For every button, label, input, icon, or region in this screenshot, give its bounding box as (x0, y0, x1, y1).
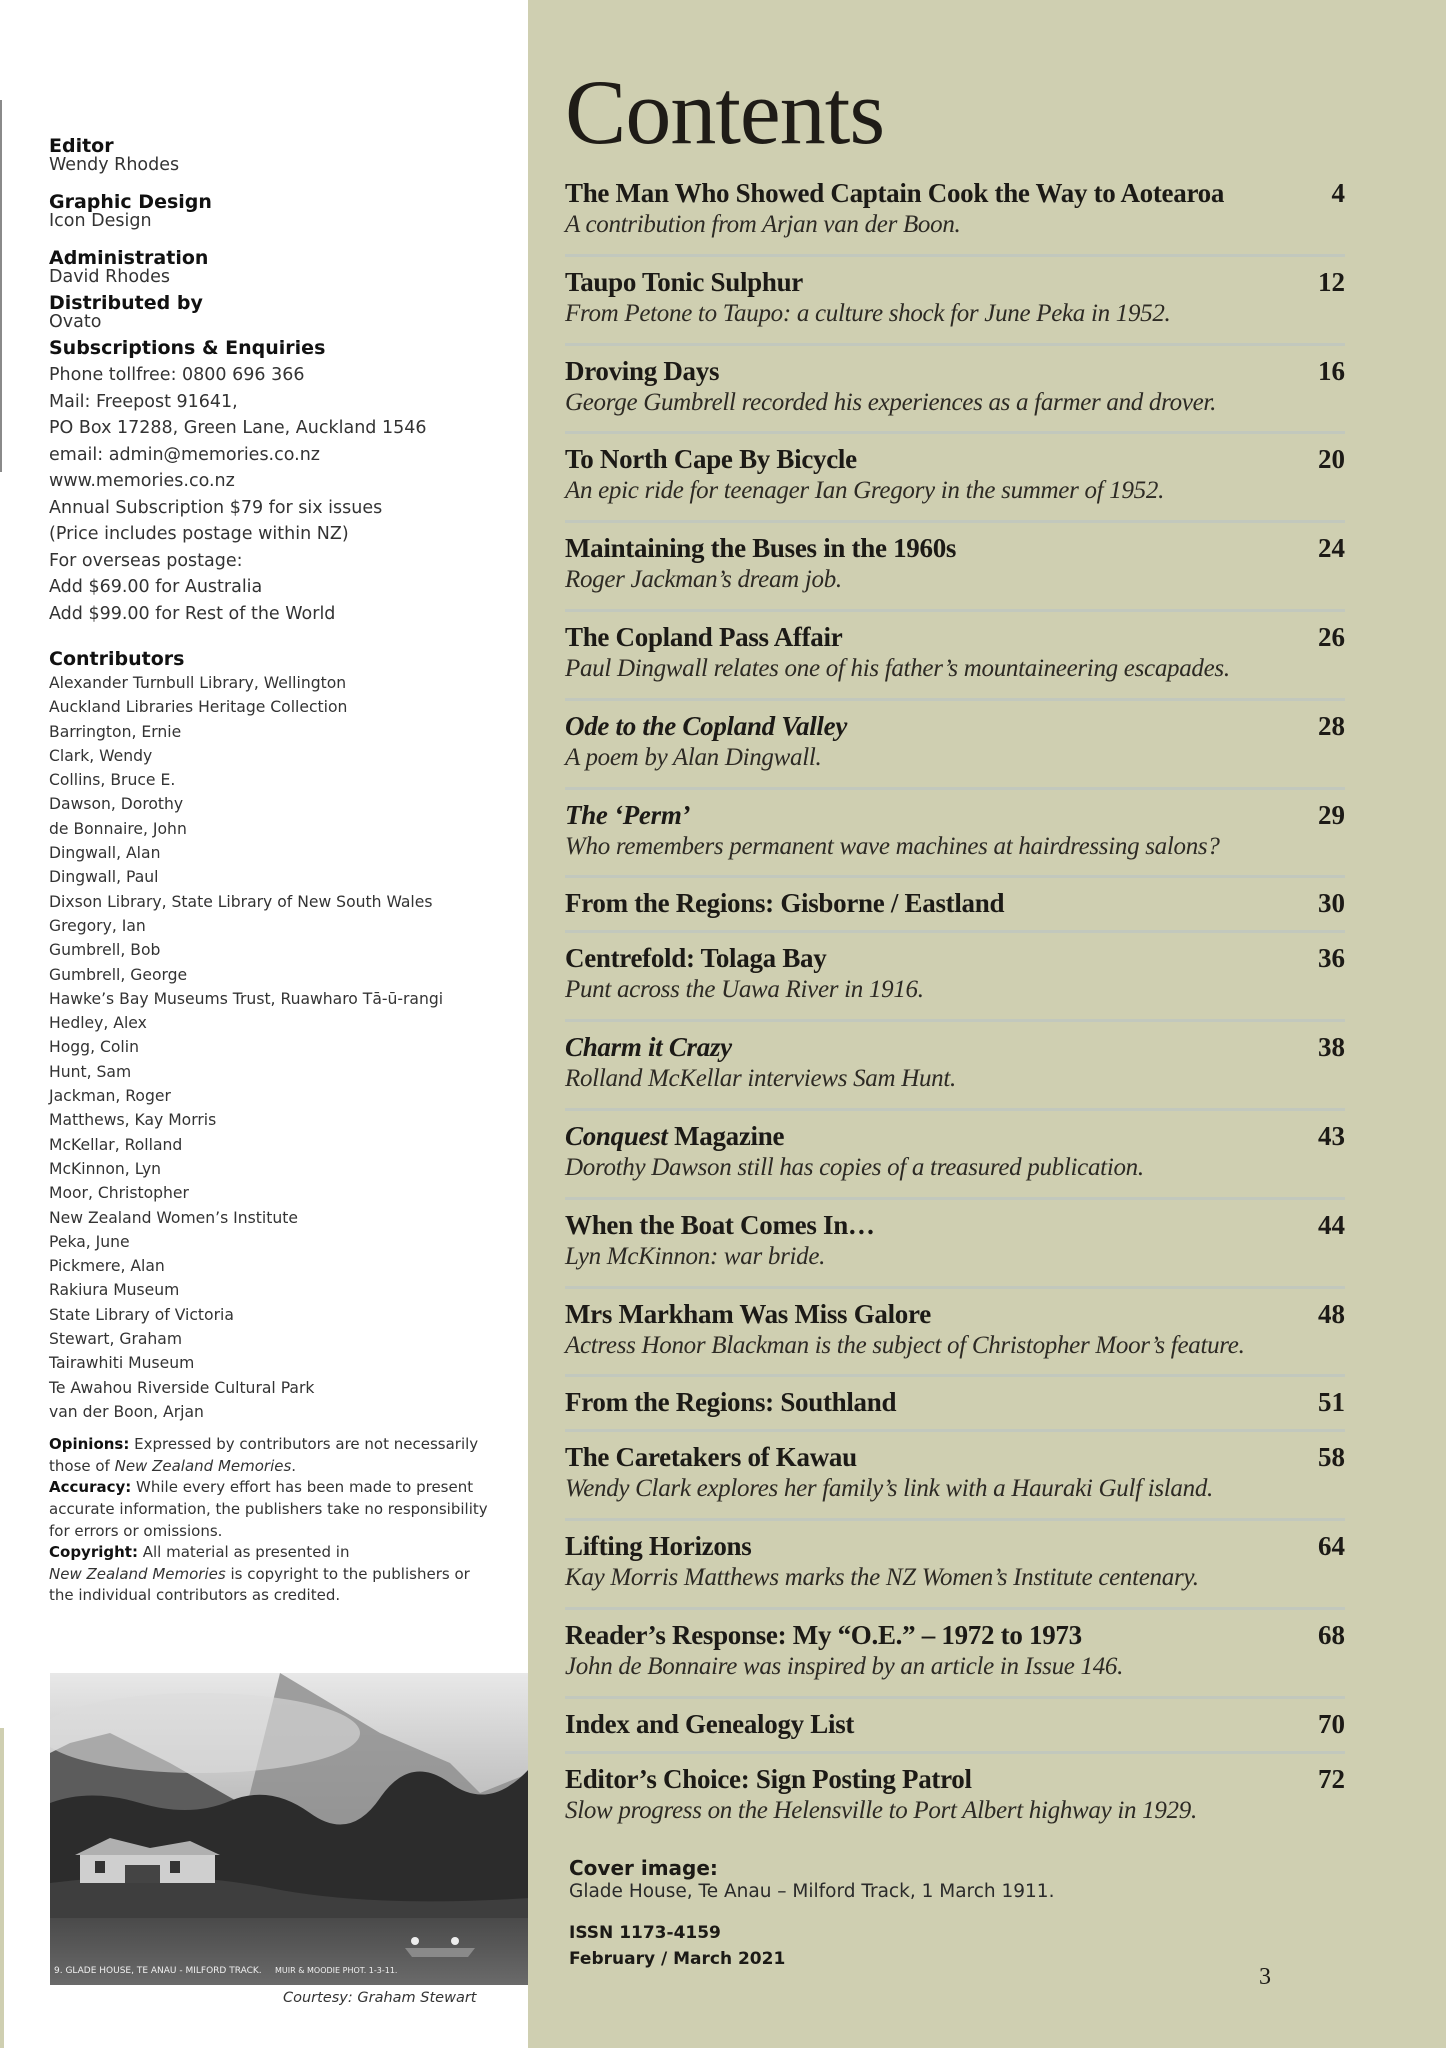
toc-entry-title: The Man Who Showed Captain Cook the Way to Aotearoa (565, 178, 1225, 208)
toc-entry-title-rest: Magazine (667, 1121, 785, 1151)
subscription-line: www.memories.co.nz (49, 471, 235, 491)
contributors-section (49, 647, 519, 1424)
toc-entry-page: 36 (1318, 943, 1345, 974)
toc-entry-title-italic: Conquest (565, 1121, 668, 1151)
credit-value: David Rhodes (49, 267, 171, 287)
toc-divider (565, 609, 1345, 612)
toc-entry-title: Charm it Crazy (565, 1032, 732, 1063)
contributor-item: Stewart, Graham (49, 1330, 183, 1349)
toc-divider (565, 930, 1345, 933)
credit-graphic-design (49, 192, 519, 231)
toc-divider (565, 254, 1345, 257)
toc-entry[interactable] (565, 1763, 1345, 1827)
credit-value: Ovato (49, 312, 102, 332)
contributor-item: Alexander Turnbull Library, Wellington (49, 674, 347, 692)
page-title: Contents (565, 61, 885, 163)
photo-caption-right: MUIR & MOODIE PHOT. 1-3-11. (275, 1966, 398, 1975)
toc-entry-page: 70 (1318, 1708, 1345, 1739)
subscription-line: Phone tollfree: 0800 696 366 (49, 365, 305, 385)
toc-entry-title: To North Cape By Bicycle (565, 444, 857, 475)
toc-divider (565, 1286, 1345, 1289)
mist (50, 1693, 360, 1773)
contributor-item: Jackman, Roger (49, 1087, 171, 1106)
toc-divider (565, 1197, 1345, 1200)
contributor-item: Hogg, Colin (49, 1038, 139, 1057)
contributor-item: State Library of Victoria (49, 1305, 234, 1324)
masthead-panel (0, 0, 528, 2048)
contributor-item: Gregory, Ian (49, 916, 146, 935)
toc-divider (565, 1429, 1345, 1432)
credit-label: Graphic Design (49, 191, 212, 213)
contributor-item: Hawke’s Bay Museums Trust, Ruawharo Tā-ū-rangi (49, 989, 444, 1008)
toc-divider (565, 875, 1345, 878)
contributor-item: McKellar, Rolland (49, 1135, 183, 1154)
credit-label: Administration (49, 247, 209, 269)
toc-entry-title: Reader’s Response: My “O.E.” – 1972 to 1973 (565, 1620, 1082, 1650)
copyright-text: All material as presented in (137, 1543, 350, 1562)
contributor-item: van der Boon, Arjan (49, 1402, 204, 1421)
toc-divider (565, 1607, 1345, 1610)
subscription-line: Mail: Freepost 91641, (49, 391, 238, 412)
contributor-item: Dawson, Dorothy (49, 795, 184, 814)
disclaimer-notes (49, 1434, 489, 1607)
subscription-lines (49, 362, 519, 627)
toc-entry-title: Mrs Markham Was Miss Galore (565, 1298, 931, 1329)
contributor-item: Hedley, Alex (49, 1014, 147, 1033)
cover-text: Glade House, Te Anau – Milford Track, 1 March 1911. (569, 1881, 1055, 1902)
toc-entry-page: 38 (1318, 1032, 1345, 1063)
toc-divider (565, 1518, 1345, 1521)
photo-credit: Courtesy: Graham Stewart (283, 1990, 477, 2006)
contributor-item: Dixson Library, State Library of New South Wales (49, 892, 433, 911)
publication-name: New Zealand Memories (49, 1564, 226, 1583)
credits (49, 136, 519, 1607)
cover-image-note (569, 1856, 1054, 1904)
credit-value: Wendy Rhodes (49, 155, 180, 175)
toc-divider (565, 1751, 1345, 1754)
toc-entry-title (565, 1120, 1345, 1152)
toc-divider (565, 343, 1345, 346)
contributor-item: Rakiura Museum (49, 1281, 180, 1300)
contributor-item: Moor, Christopher (49, 1184, 189, 1203)
toc-entry[interactable] (565, 443, 1345, 507)
credit-administration (49, 248, 519, 287)
toc-entry[interactable] (565, 532, 1345, 596)
toc-entry-page: 4 (1331, 178, 1345, 208)
toc-entry-subtitle: From Petone to Taupo: a culture shock for June Peka in 1952. (565, 299, 1171, 327)
copyright-label: Copyright: (49, 1543, 138, 1562)
subscriptions-section (49, 338, 519, 627)
toc-entry-page: 30 (1318, 888, 1345, 919)
toc-entry-subtitle: Punt across the Uawa River in 1916. (565, 976, 924, 1004)
toc-entry-title: When the Boat Comes In… (565, 1209, 875, 1240)
cover-label: Cover image: (569, 1856, 718, 1880)
toc-entry[interactable] (565, 1530, 1345, 1594)
toc-entry[interactable] (565, 1619, 1345, 1683)
toc-entry-page: 28 (1318, 710, 1345, 741)
glade-house-photo (50, 1673, 530, 1985)
contributors-list (49, 671, 519, 1424)
contributor-item: Matthews, Kay Morris (49, 1111, 217, 1130)
contributor-item: Barrington, Ernie (49, 722, 182, 741)
toc-divider (565, 431, 1345, 434)
toc-entry-title: Lifting Horizons (565, 1531, 752, 1562)
cover-photo (50, 1673, 530, 1985)
issn: ISSN 1173-4159 (569, 1923, 721, 1943)
toc-entry-page: 20 (1318, 444, 1345, 475)
toc-entry-page: 44 (1318, 1209, 1345, 1240)
subscriptions-heading: Subscriptions & Enquiries (49, 337, 326, 359)
subscription-line: PO Box 17288, Green Lane, Auckland 1546 (49, 418, 427, 438)
toc-entry-title: The Caretakers of Kawau (565, 1442, 857, 1473)
toc-entry-subtitle: Dorothy Dawson still has copies of a treasured publication. (565, 1154, 1144, 1181)
credit-label: Distributed by (49, 292, 203, 314)
subscription-line: Annual Subscription $79 for six issues (49, 497, 383, 518)
contributor-item: Hunt, Sam (49, 1062, 132, 1081)
toc-entry[interactable] (565, 887, 1345, 919)
accuracy-text: While every effort has been made to present accurate information, the publishers take no responsibility for errors or omissions. (49, 1478, 488, 1540)
contributor-item: Gumbrell, Bob (49, 941, 161, 960)
contributor-item: Dingwall, Alan (49, 844, 161, 863)
toc-entry-title: Ode to the Copland Valley (565, 710, 847, 741)
toc-entry-page: 29 (1318, 799, 1345, 830)
contributors-heading: Contributors (49, 648, 185, 670)
toc-entry-subtitle: Lyn McKinnon: war bride. (565, 1242, 826, 1270)
publication-name: New Zealand Memories (114, 1456, 292, 1475)
toc-entry-title: The Copland Pass Affair (565, 622, 843, 652)
contributor-item: New Zealand Women’s Institute (49, 1208, 298, 1227)
contributor-item: Auckland Libraries Heritage Collection (49, 698, 348, 717)
toc-entry[interactable] (565, 799, 1345, 863)
toc-divider (565, 1374, 1345, 1377)
toc-entry-title: The ‘Perm’ (565, 799, 691, 830)
toc-entry-subtitle: Slow progress on the Helensville to Port Albert highway in 1929. (565, 1796, 1197, 1824)
toc-entry-subtitle: A poem by Alan Dingwall. (565, 743, 822, 771)
issue-info (569, 1920, 785, 1972)
issue-date: February / March 2021 (569, 1949, 786, 1969)
toc-entry-subtitle: Who remembers permanent wave machines at hairdressing salons? (565, 832, 1220, 860)
toc-entry-title: Taupo Tonic Sulphur (565, 266, 803, 297)
credit-editor (49, 136, 519, 175)
toc-entry-title: Centrefold: Tolaga Bay (565, 943, 827, 974)
contributor-item: Gumbrell, George (49, 965, 188, 984)
toc-entry[interactable] (565, 621, 1345, 685)
toc-entry-page: 43 (1318, 1121, 1345, 1151)
photo-caption-left: 9. GLADE HOUSE, TE ANAU - MILFORD TRACK. (54, 1966, 262, 1976)
toc-entry-title: Droving Days (565, 355, 720, 386)
toc-entry-page: 64 (1318, 1531, 1345, 1562)
toc-entry-title: From the Regions: Gisborne / Eastland (565, 888, 1005, 919)
toc-entry-title: Editor’s Choice: Sign Posting Patrol (565, 1763, 972, 1794)
edge-strip (0, 1728, 4, 2048)
contributor-item: McKinnon, Lyn (49, 1159, 162, 1178)
edge-rule (0, 100, 2, 472)
toc-entry-subtitle: An epic ride for teenager Ian Gregory in the summer of 1952. (565, 477, 1165, 505)
toc-divider (565, 520, 1345, 523)
toc-entry-page: 16 (1318, 355, 1345, 386)
toc-entry-page: 24 (1318, 533, 1345, 564)
toc-divider (565, 1108, 1345, 1111)
toc-entry-title: Index and Genealogy List (565, 1708, 855, 1739)
contributor-item: Peka, June (49, 1232, 130, 1251)
credit-value: Icon Design (49, 211, 152, 231)
opinions-text: Expressed by contributors are not necessarily those of (49, 1435, 479, 1475)
toc-entry[interactable] (565, 1031, 1345, 1095)
subscription-line: Add $69.00 for Australia (49, 577, 263, 597)
toc-entry-page: 26 (1318, 622, 1345, 652)
copyright-text-end: is copyright to the publishers or the individual contributors as credited. (49, 1564, 470, 1605)
toc-entry[interactable] (565, 266, 1345, 330)
contributor-item: Dingwall, Paul (49, 868, 159, 887)
toc-divider (565, 698, 1345, 701)
accuracy-label: Accuracy: (49, 1478, 132, 1497)
toc-entry[interactable] (565, 1298, 1345, 1362)
toc-entry-page: 58 (1318, 1442, 1345, 1473)
toc-entry-subtitle: Roger Jackman’s dream job. (565, 566, 842, 594)
contributor-item: Clark, Wendy (49, 746, 153, 765)
toc-entry[interactable] (565, 1386, 1345, 1418)
toc-entry-page: 48 (1318, 1298, 1345, 1329)
toc-entry[interactable] (565, 710, 1345, 774)
page-number: 3 (1259, 1964, 1271, 1990)
toc-entry-page: 68 (1318, 1620, 1345, 1650)
subscription-line: email: admin@memories.co.nz (49, 444, 320, 465)
toc-divider (565, 1019, 1345, 1022)
subscription-line: (Price includes postage within NZ) (49, 524, 349, 544)
opinions-text-end: . (291, 1456, 297, 1475)
toc-entry-subtitle: Rolland McKellar interviews Sam Hunt. (565, 1065, 956, 1093)
contributor-item: Pickmere, Alan (49, 1257, 165, 1276)
toc-entry-subtitle: A contribution from Arjan van der Boon. (565, 211, 961, 238)
subscription-line: For overseas postage: (49, 550, 243, 571)
contributor-item: de Bonnaire, John (49, 819, 187, 838)
toc-entry[interactable] (565, 177, 1345, 241)
contents-panel (528, 0, 1446, 2048)
toc-entry[interactable] (565, 355, 1345, 419)
toc-entry-page: 72 (1318, 1763, 1345, 1794)
toc-entry-title: Maintaining the Buses in the 1960s (565, 533, 957, 564)
toc-entry-subtitle: Paul Dingwall relates one of his father’s mountaineering escapades. (565, 655, 1230, 682)
toc-entry[interactable] (565, 1209, 1345, 1273)
toc-entry-subtitle: Actress Honor Blackman is the subject of Christopher Moor’s feature. (565, 1331, 1245, 1359)
toc-entry-page: 51 (1318, 1387, 1345, 1418)
toc-entry-subtitle: Kay Morris Matthews marks the NZ Women’s Institute centenary. (565, 1564, 1199, 1592)
toc-divider (565, 1696, 1345, 1699)
credit-label: Editor (49, 135, 114, 157)
contributor-item: Collins, Bruce E. (49, 771, 176, 790)
toc-entry-page: 12 (1318, 266, 1345, 297)
toc-entry[interactable] (565, 1120, 1345, 1184)
toc-divider (565, 787, 1345, 790)
toc-entry-title: From the Regions: Southland (565, 1387, 897, 1418)
toc-entry[interactable] (565, 942, 1345, 1006)
subscription-line: Add $99.00 for Rest of the World (49, 603, 336, 624)
opinions-label: Opinions: (49, 1435, 130, 1454)
contributor-item: Tairawhiti Museum (49, 1354, 195, 1373)
contributor-item: Te Awahou Riverside Cultural Park (49, 1378, 315, 1397)
toc-entry-subtitle: George Gumbrell recorded his experiences as a farmer and drover. (565, 388, 1217, 416)
toc-entry[interactable] (565, 1441, 1345, 1505)
credit-distributed-by (49, 293, 519, 332)
toc-entry[interactable] (565, 1708, 1345, 1740)
toc-entry-subtitle: Wendy Clark explores her family’s link with a Hauraki Gulf island. (565, 1475, 1213, 1503)
toc-entry-subtitle: John de Bonnaire was inspired by an article in Issue 146. (565, 1653, 1124, 1680)
